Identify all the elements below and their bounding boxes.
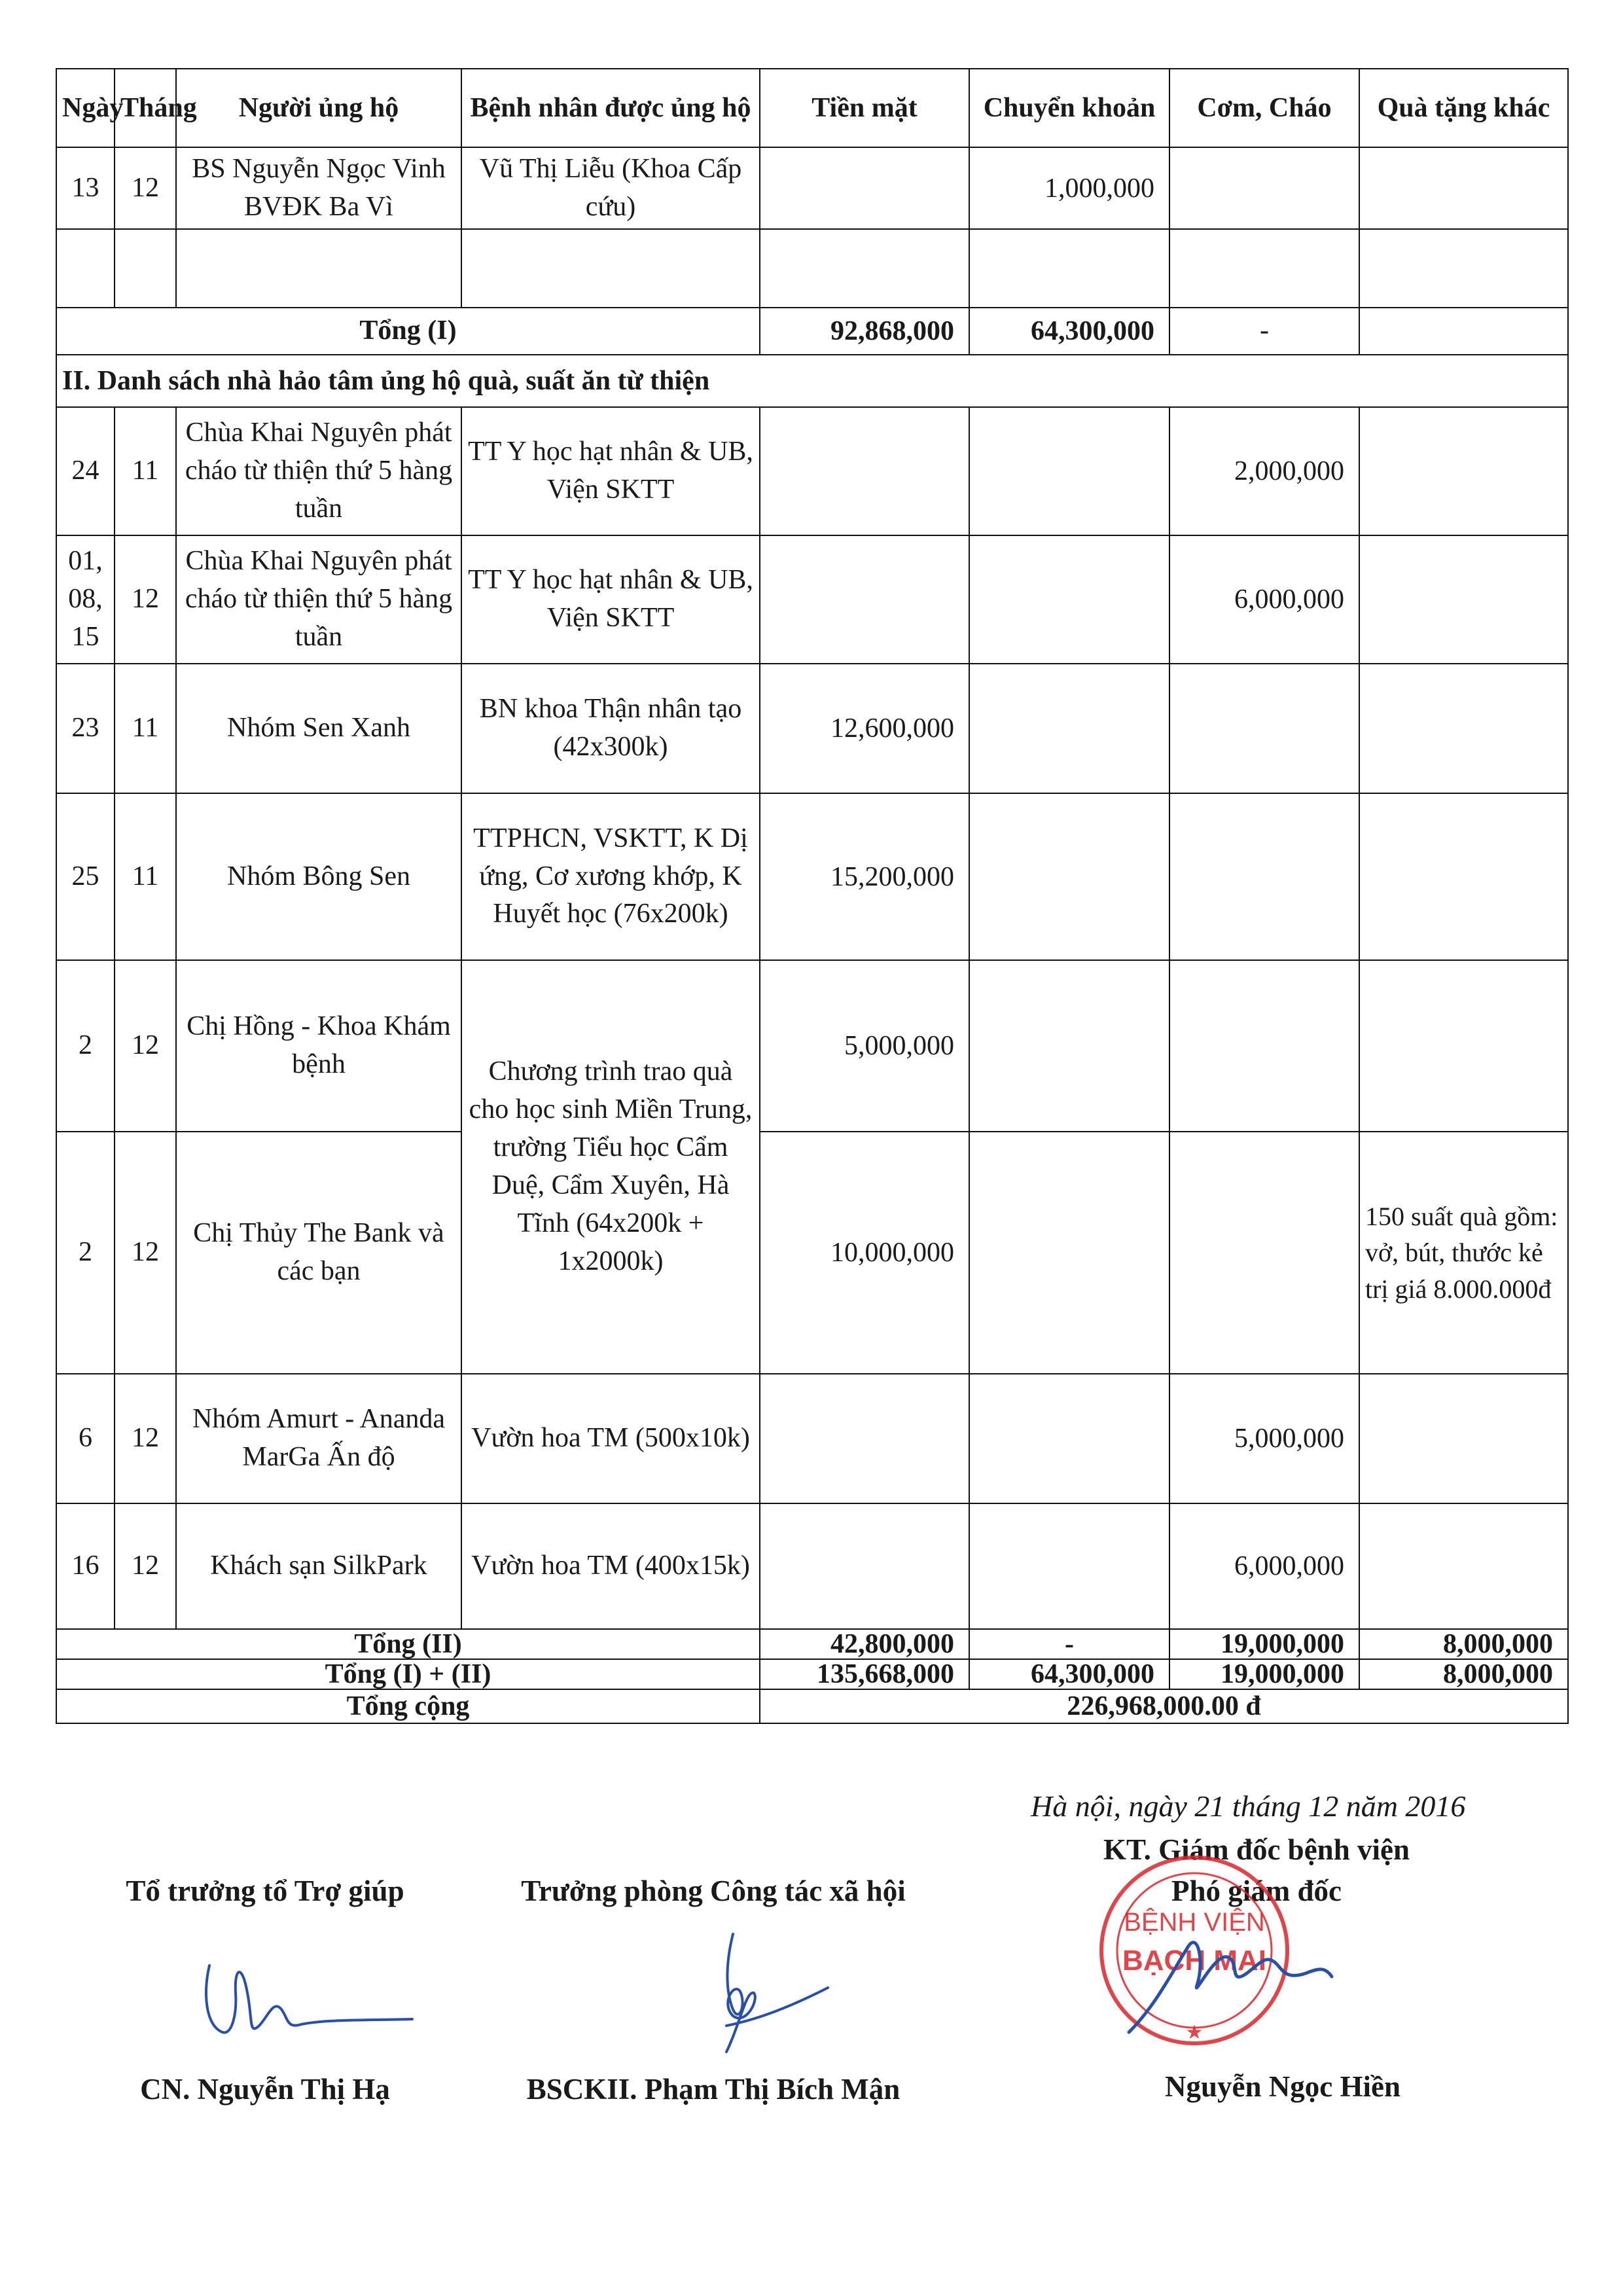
cell-month: 12 xyxy=(115,1374,176,1503)
total-1-2-label: Tổng (I) + (II) xyxy=(56,1659,760,1689)
cell-transfer xyxy=(969,664,1169,793)
total-1-meals: - xyxy=(1169,308,1359,355)
cell-transfer: 1,000,000 xyxy=(969,147,1169,229)
total-1-label: Tổng (I) xyxy=(56,308,760,355)
cell-donor: Nhóm Sen Xanh xyxy=(176,664,461,793)
cell-month: 12 xyxy=(115,960,176,1132)
grand-total-label: Tổng cộng xyxy=(56,1689,760,1723)
cell-cash: 12,600,000 xyxy=(760,664,969,793)
signer-3-title-line2: Phó giám đốc xyxy=(1171,1874,1342,1907)
cell-gifts xyxy=(1359,1374,1568,1503)
cell-cash: 15,200,000 xyxy=(760,793,969,960)
cell-day: 13 xyxy=(56,147,115,229)
signer-3-name: Nguyễn Ngọc Hiền xyxy=(1165,2070,1400,2103)
cell-donor: BS Nguyễn Ngọc Vinh BVĐK Ba Vì xyxy=(176,147,461,229)
cell-gifts xyxy=(1359,793,1568,960)
cell-cash xyxy=(760,407,969,535)
cell-day: 25 xyxy=(56,793,115,960)
cell-meals xyxy=(1169,664,1359,793)
signer-1-title: Tổ trưởng tổ Trợ giúp xyxy=(126,1874,404,1907)
cell-patient: Vườn hoa TM (400x15k) xyxy=(461,1503,760,1629)
cell-donor: Nhóm Amurt - Ananda MarGa Ấn độ xyxy=(176,1374,461,1503)
cell-meals: 6,000,000 xyxy=(1169,535,1359,664)
cell-cash xyxy=(760,147,969,229)
header-patient: Bệnh nhân được ủng hộ xyxy=(461,69,760,147)
cell-month: 12 xyxy=(115,535,176,664)
stamp-text-1: BỆNH VIỆN xyxy=(1124,1908,1265,1937)
cell-patient: BN khoa Thận nhân tạo (42x300k) xyxy=(461,664,760,793)
table-row xyxy=(56,407,1568,535)
cell-cash xyxy=(760,535,969,664)
header-meals: Cơm, Cháo xyxy=(1169,69,1359,147)
total-1-2-meals: 19,000,000 xyxy=(1169,1659,1359,1689)
header-gifts: Quà tặng khác xyxy=(1359,69,1568,147)
total-1-cash: 92,868,000 xyxy=(760,308,969,355)
cell-donor: Chùa Khai Nguyên phát cháo từ thiện thứ 5 hàng tuần xyxy=(176,535,461,664)
cell-meals xyxy=(1169,960,1359,1132)
hospital-stamp xyxy=(1057,1842,1358,2091)
table-row xyxy=(56,535,1568,664)
cell-day: 2 xyxy=(56,960,115,1132)
header-transfer: Chuyển khoản xyxy=(969,69,1169,147)
cell-gifts xyxy=(1359,407,1568,535)
signature-2 xyxy=(681,1928,838,2065)
signer-2-name: BSCKII. Phạm Thị Bích Mận xyxy=(526,2073,901,2106)
table-header-row xyxy=(56,69,1568,147)
cell-transfer xyxy=(969,407,1169,535)
section-2-title: II. Danh sách nhà hảo tâm ủng hộ quà, suất ăn từ thiện xyxy=(56,355,1568,407)
signer-3-title-line1: KT. Giám đốc bệnh viện xyxy=(1103,1833,1410,1866)
table-row xyxy=(56,1374,1568,1503)
cell-patient: Vũ Thị Liễu (Khoa Cấp cứu) xyxy=(461,147,760,229)
cell-patient: TT Y học hạt nhân & UB, Viện SKTT xyxy=(461,407,760,535)
signer-1-name: CN. Nguyễn Thị Hạ xyxy=(140,2073,390,2106)
total-1-transfer: 64,300,000 xyxy=(969,308,1169,355)
total-1-2-cash: 135,668,000 xyxy=(760,1659,969,1689)
stamp-star-icon: ★ xyxy=(1185,2021,1204,2044)
cell-transfer xyxy=(969,1503,1169,1629)
cell-patient: Vườn hoa TM (500x10k) xyxy=(461,1374,760,1503)
cell-transfer xyxy=(969,1374,1169,1503)
cell-meals: 6,000,000 xyxy=(1169,1503,1359,1629)
table-row xyxy=(56,1503,1568,1629)
cell-cash xyxy=(760,1503,969,1629)
header-cash: Tiền mặt xyxy=(760,69,969,147)
cell-meals xyxy=(1169,1132,1359,1374)
cell-month: 11 xyxy=(115,664,176,793)
signer-2-title: Trưởng phòng Công tác xã hội xyxy=(521,1874,906,1907)
cell-day: 24 xyxy=(56,407,115,535)
header-month: Tháng xyxy=(115,69,176,147)
cell-donor: Chị Thủy The Bank và các bạn xyxy=(176,1132,461,1374)
cell-donor: Khách sạn SilkPark xyxy=(176,1503,461,1629)
total-2-meals: 19,000,000 xyxy=(1169,1629,1359,1659)
cell-donor: Chị Hồng - Khoa Khám bệnh xyxy=(176,960,461,1132)
total-2-label: Tổng (II) xyxy=(56,1629,760,1659)
cell-meals xyxy=(1169,147,1359,229)
cell-day: 23 xyxy=(56,664,115,793)
total-2-row xyxy=(56,1629,1568,1659)
cell-day: 01, 08, 15 xyxy=(56,535,115,664)
donation-table xyxy=(56,68,1569,1724)
total-1-2-transfer: 64,300,000 xyxy=(969,1659,1169,1689)
total-1-2-row xyxy=(56,1659,1568,1689)
cell-meals: 5,000,000 xyxy=(1169,1374,1359,1503)
empty-row xyxy=(56,229,1568,308)
grand-total-value: 226,968,000.00 đ xyxy=(760,1689,1568,1723)
cell-month: 11 xyxy=(115,407,176,535)
cell-day: 6 xyxy=(56,1374,115,1503)
cell-meals xyxy=(1169,793,1359,960)
cell-month: 12 xyxy=(115,147,176,229)
cell-meals: 2,000,000 xyxy=(1169,407,1359,535)
cell-cash: 5,000,000 xyxy=(760,960,969,1132)
cell-gifts xyxy=(1359,960,1568,1132)
total-2-transfer: - xyxy=(969,1629,1169,1659)
table-row xyxy=(56,147,1568,229)
cell-gifts xyxy=(1359,664,1568,793)
cell-donor: Chùa Khai Nguyên phát cháo từ thiện thứ 5 hàng tuần xyxy=(176,407,461,535)
cell-gifts: 150 suất quà gồm: vở, bút, thước kẻ trị giá 8.000.000đ xyxy=(1359,1132,1568,1374)
total-1-gifts xyxy=(1359,308,1568,355)
date-line: Hà nội, ngày 21 tháng 12 năm 2016 xyxy=(1031,1789,1466,1823)
cell-patient: TTPHCN, VSKTT, K Dị ứng, Cơ xương khớp, K Huyết học (76x200k) xyxy=(461,793,760,960)
cell-patient: TT Y học hạt nhân & UB, Viện SKTT xyxy=(461,535,760,664)
total-1-row xyxy=(56,308,1568,355)
grand-total-row xyxy=(56,1689,1568,1723)
section-2-title-row xyxy=(56,355,1568,407)
cell-transfer xyxy=(969,535,1169,664)
total-2-gifts: 8,000,000 xyxy=(1359,1629,1568,1659)
cell-day: 16 xyxy=(56,1503,115,1629)
total-2-cash: 42,800,000 xyxy=(760,1629,969,1659)
cell-day: 2 xyxy=(56,1132,115,1374)
table-row xyxy=(56,960,1568,1132)
table-row xyxy=(56,793,1568,960)
cell-cash xyxy=(760,1374,969,1503)
cell-month: 12 xyxy=(115,1132,176,1374)
cell-month: 12 xyxy=(115,1503,176,1629)
cell-gifts xyxy=(1359,1503,1568,1629)
table-row xyxy=(56,1132,1568,1374)
header-donor: Người ủng hộ xyxy=(176,69,461,147)
cell-gifts xyxy=(1359,147,1568,229)
cell-patient: Chương trình trao quà cho học sinh Miền Trung, trường Tiểu học Cẩm Duệ, Cẩm Xuyên, Hà Tĩnh (64x200k + 1x2000k) xyxy=(461,960,760,1374)
cell-transfer xyxy=(969,960,1169,1132)
cell-month: 11 xyxy=(115,793,176,960)
cell-donor: Nhóm Bông Sen xyxy=(176,793,461,960)
signature-1 xyxy=(196,1954,419,2058)
cell-gifts xyxy=(1359,535,1568,664)
cell-transfer xyxy=(969,793,1169,960)
header-day: Ngày xyxy=(56,69,115,147)
stamp-text-2: BẠCH MAI xyxy=(1122,1945,1266,1977)
total-1-2-gifts: 8,000,000 xyxy=(1359,1659,1568,1689)
cell-transfer xyxy=(969,1132,1169,1374)
cell-cash: 10,000,000 xyxy=(760,1132,969,1374)
table-row xyxy=(56,664,1568,793)
